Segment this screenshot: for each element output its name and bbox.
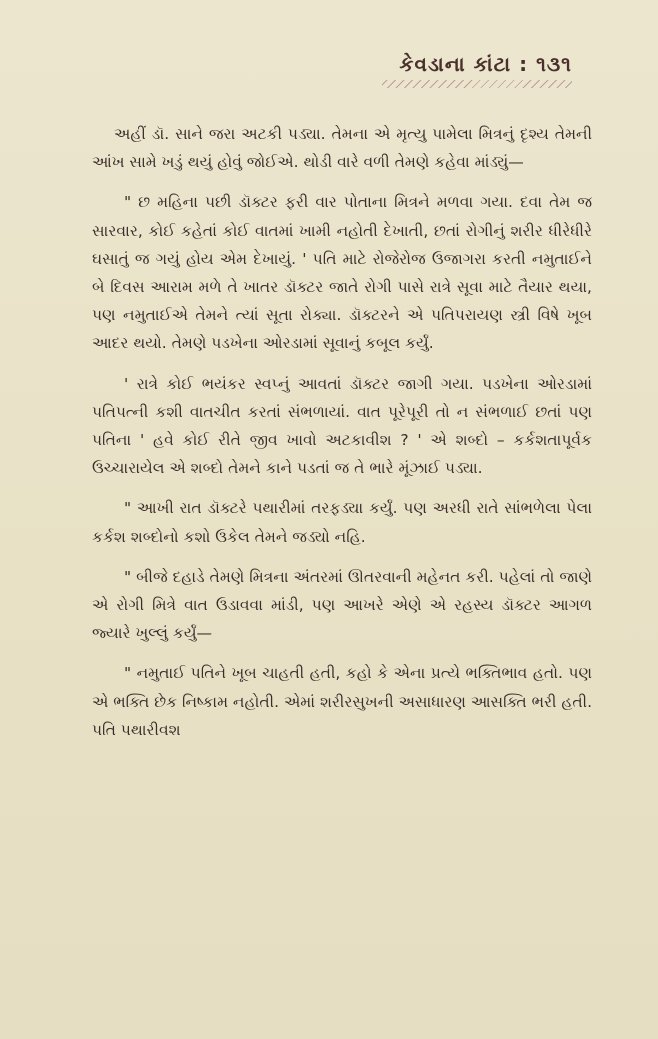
paragraph-5: " બીજે દહાડે તેમણે મિત્રના અંતરમાં ઊતરવાની મહેનત કરી. પહેલાં તો જાણે એ રોગી મિત્રે વાત ઉડાવવા માંડી, પણ આખરે એણે એ રહસ્ય ડૉક્ટર આગળ જ્યારે ખુલ્લું કર્યું— <box>92 567 592 643</box>
paragraph-6: " નમુતાઈ પતિને ખૂબ ચાહતી હતી, કહો કે એના પ્રત્યે ભક્તિભાવ હતો. પણ એ ભક્તિ છેક નિષ્કામ નહોતી. એમાં શરીરસુખની અસાધારણ આસક્તિ ભરી હતી. પતિ પથારીવશ <box>92 664 593 739</box>
paragraph-1: અહીં ડૉ. સાને જરા અટકી પડ્યા. તેમના એ મૃત્યુ પામેલા મિત્રનું દૃશ્ય તેમની આંખ સામે ખડું થયું હોવું જોઈએ. થોડી વારે વળી તેમણે કહેવા માંડ્યું— <box>92 125 592 172</box>
paragraph-2: " છ મહિના પછી ડૉક્ટર ફરી વાર પોતાના મિત્રને મળવા ગયા. દવા તેમ જ સારવાર, કોઈ કહેતાં કોઈ વાતમાં ખામી નહોતી દેખાતી, છતાં રોગીનું શરીર ધીરેધીરે ઘસાતું જ ગયું હોય એમ દેખાયું. ' પતિ માટે રોજેરોજ ઉજાગરા કરતી નમુતાઈને બે દિવસ આરામ મળે તે ખાતર ડૉક્ટર જાતે રોગી પાસે રાત્રે સૂવા માટે તૈયાર થયા, પણ નમુતાઈએ તેમને ત્યાં સૂતા રોક્યા. ડૉક્ટરને એ પતિપરાયણ સ્ત્રી વિષે ખૂબ આદર થયો. તેમણે પડખેના ઓરડામાં સૂવાનું કબૂલ કર્યું. <box>92 193 592 353</box>
body-text <box>92 120 592 756</box>
paragraph-3: ' રાત્રે કોઈ ભયંકર સ્વપ્નું આવતાં ડૉક્ટર જાગી ગયા. પડખેના ઓરડામાં પતિપત્ની કશી વાતચીત કરતાં સંભળાયાં. વાત પૂરેપૂરી તો ન સંભળાઈ છતાં પણ પતિના ' હવે કોઈ રીતે જીવ ખાવો અટકાવીશ ? ' એ શબ્દો – કર્કશતાપૂર્વક ઉચ્ચારાયેલ એ શબ્દો તેમને કાને પડતાં જ તે ભારે મૂંઝાઈ પડ્યા. <box>92 374 592 478</box>
running-header-title: કેવડાના કાંટા : ૧૩૧ <box>399 52 572 76</box>
page-header <box>382 52 572 88</box>
paragraph-4: " આખી રાત ડૉક્ટરે પથારીમાં તરફડ્યા કર્યું. પણ અરધી રાતે સાંભળેલા પેલા કર્કશ શબ્દોનો કશો ઉકેલ તેમને જડ્યો નહિ. <box>92 499 592 546</box>
header-underline <box>382 80 572 88</box>
